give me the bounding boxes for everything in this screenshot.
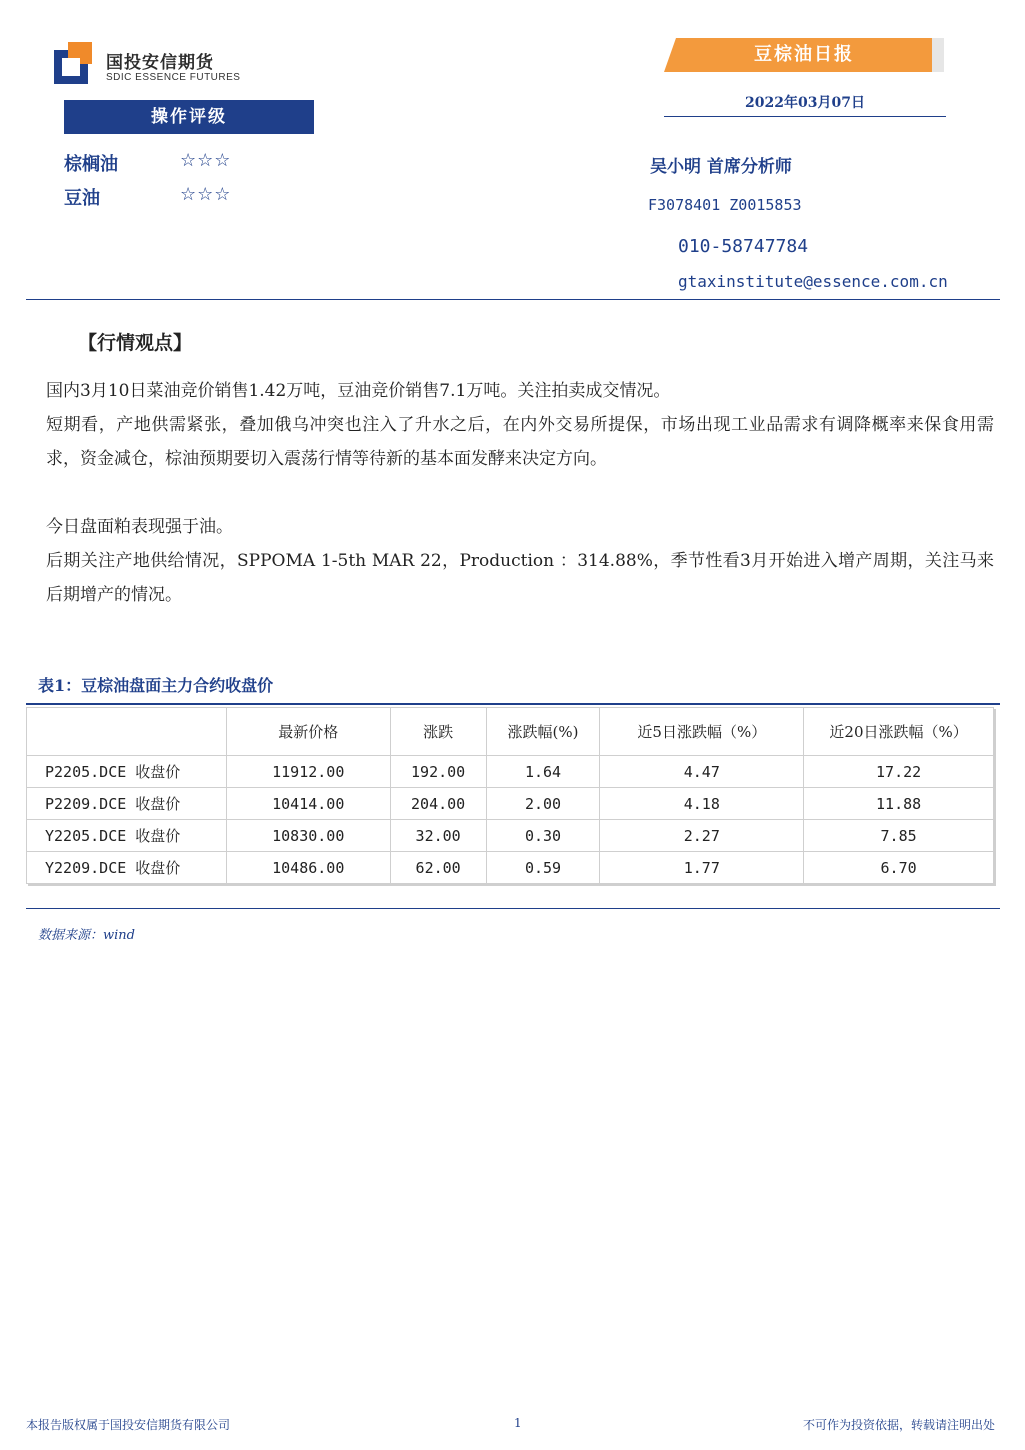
market-view-paragraph: 后期关注产地供给情况，SPPOMA 1-5th MAR 22，Production ：314.88%，季节性看3月开始进入增产周期，关注马来后期增产的情况。 xyxy=(46,551,994,605)
table-cell: 0.59 xyxy=(486,852,600,884)
report-date: 2022年03月07日 xyxy=(664,92,946,117)
table-header-row xyxy=(27,708,994,756)
analyst-name: 吴小明 首席分析师 xyxy=(650,157,792,177)
company-logo xyxy=(54,42,244,88)
footer-page-number: 1 xyxy=(514,1416,522,1430)
table-row xyxy=(27,820,994,852)
table-cell: 2.00 xyxy=(486,788,600,820)
rating-row-palm-oil xyxy=(64,150,324,176)
table-cell: 4.18 xyxy=(600,788,804,820)
table-cell: 10830.00 xyxy=(226,820,390,852)
footer-copyright: 本报告版权属于国投安信期货有限公司 xyxy=(26,1418,231,1432)
rating-stars-icon: ☆☆☆ xyxy=(180,150,232,171)
analyst-license-ids: F3078401 Z0015853 xyxy=(648,196,802,214)
rating-name: 棕榈油 xyxy=(64,154,118,175)
table-cell: 204.00 xyxy=(390,788,486,820)
market-view-paragraph: 国内3月10日菜油竞价销售1.42万吨，豆油竞价销售7.1万吨。关注拍卖成交情况。 xyxy=(46,381,671,401)
table-cell-contract: P2205.DCE 收盘价 xyxy=(27,756,227,788)
table-cell: 192.00 xyxy=(390,756,486,788)
data-source-note: 数据来源：wind xyxy=(38,928,135,943)
table-cell-contract: P2209.DCE 收盘价 xyxy=(27,788,227,820)
table-header-cell xyxy=(27,708,227,756)
closing-price-table xyxy=(26,707,994,884)
table-cell: 7.85 xyxy=(804,820,994,852)
market-view-paragraph: 短期看，产地供需紧张，叠加俄乌冲突也注入了升水之后，在内外交易所提保，市场出现工业品需求有调降概率来保食用需求，资金减仓，棕油预期要切入震荡行情等待新的基本面发酵来决定方向。 xyxy=(46,415,994,469)
table-cell: 4.47 xyxy=(600,756,804,788)
table-cell: 2.27 xyxy=(600,820,804,852)
table-header-cell: 涨跌 xyxy=(390,708,486,756)
table-header-cell: 最新价格 xyxy=(226,708,390,756)
table-cell-contract: Y2209.DCE 收盘价 xyxy=(27,852,227,884)
table-cell: 11912.00 xyxy=(226,756,390,788)
table-title-rule xyxy=(26,703,1000,705)
footer-disclaimer: 不可作为投资依据，转载请注明出处 xyxy=(802,1418,995,1432)
company-logo-mark-icon xyxy=(54,42,96,84)
table-cell: 17.22 xyxy=(804,756,994,788)
rating-stars-icon: ☆☆☆ xyxy=(180,184,232,205)
table-cell: 6.70 xyxy=(804,852,994,884)
table-cell: 1.64 xyxy=(486,756,600,788)
table-cell: 10414.00 xyxy=(226,788,390,820)
table-cell-contract: Y2205.DCE 收盘价 xyxy=(27,820,227,852)
table-row xyxy=(27,852,994,884)
table-title: 表1：豆棕油盘面主力合约收盘价 xyxy=(38,676,274,695)
table-cell: 11.88 xyxy=(804,788,994,820)
header-divider xyxy=(26,299,1000,300)
company-name-cn: 国投安信期货 xyxy=(106,53,214,73)
table-cell: 62.00 xyxy=(390,852,486,884)
table-cell: 32.00 xyxy=(390,820,486,852)
table-row xyxy=(27,788,994,820)
table-cell: 1.77 xyxy=(600,852,804,884)
rating-name: 豆油 xyxy=(64,188,100,209)
market-view-title: 【行情观点】 xyxy=(78,332,193,354)
table-header-cell: 近5日涨跌幅（%） xyxy=(600,708,804,756)
rating-row-soybean-oil xyxy=(64,184,324,210)
table-bottom-divider xyxy=(26,908,1000,909)
rating-header: 操作评级 xyxy=(64,100,314,134)
analyst-phone: 010-58747784 xyxy=(678,236,809,257)
company-name-en: SDIC ESSENCE FUTURES xyxy=(106,72,241,83)
analyst-email[interactable]: gtaxinstitute@essence.com.cn xyxy=(678,272,948,291)
market-view-paragraph: 今日盘面粕表现强于油。 xyxy=(46,517,233,537)
table-header-cell: 近20日涨跌幅（%） xyxy=(804,708,994,756)
report-title: 豆棕油日报 xyxy=(754,44,854,65)
table-header-cell: 涨跌幅(%) xyxy=(486,708,600,756)
table-row xyxy=(27,756,994,788)
table-cell: 10486.00 xyxy=(226,852,390,884)
report-title-banner xyxy=(664,38,944,72)
table-cell: 0.30 xyxy=(486,820,600,852)
